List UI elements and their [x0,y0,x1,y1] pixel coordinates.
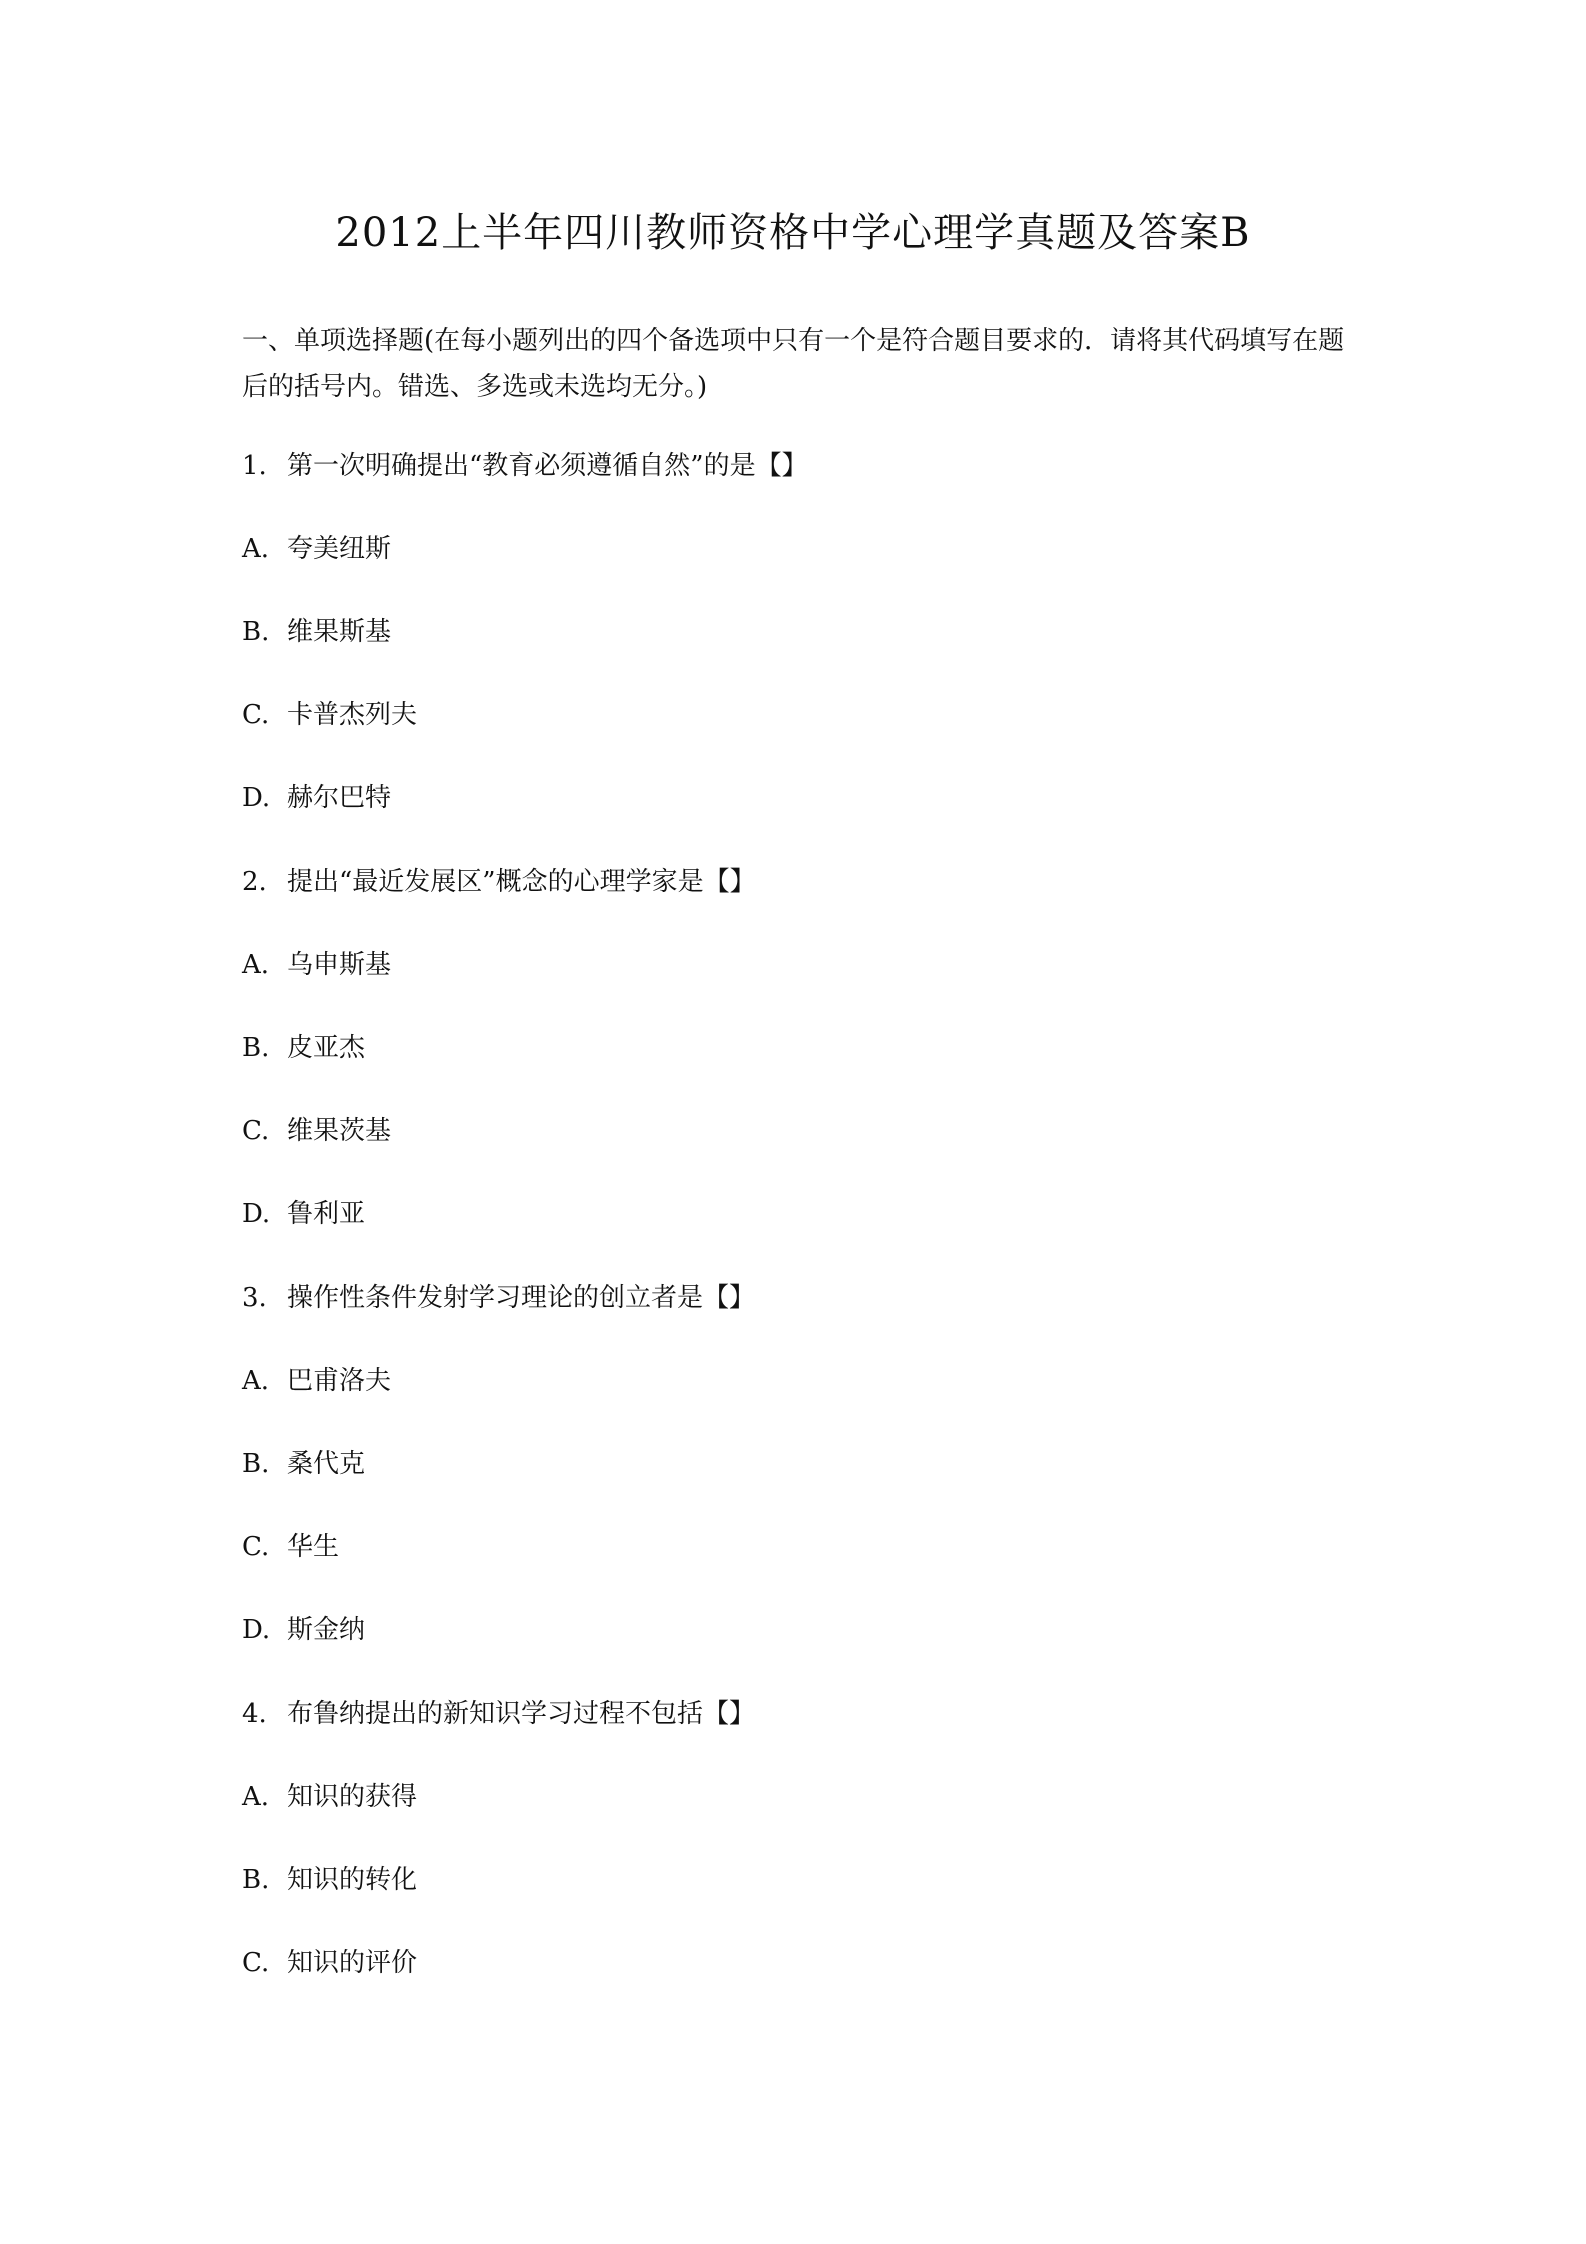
option-text: 赫尔巴特 [287,783,392,813]
option-text: 鲁利亚 [287,1199,366,1229]
option-text: 维果茨基 [287,1116,392,1146]
option-text: 知识的转化 [287,1865,418,1895]
option-3b [242,1444,365,1484]
option-text: 知识的评价 [287,1948,418,1978]
option-letter: C. [242,1948,270,1978]
option-4b [242,1860,417,1900]
question-text: 布鲁纳提出的新知识学习过程不包括【】 [287,1699,756,1729]
option-1a [242,529,391,569]
question-number: 2. [242,867,267,897]
question-text: 操作性条件发射学习理论的创立者是【】 [287,1283,756,1313]
option-3a [242,1361,391,1401]
option-1d [242,778,391,818]
option-text: 乌申斯基 [287,950,392,980]
question-1 [242,446,808,486]
option-1c [242,695,417,735]
option-letter: C. [242,700,270,730]
option-text: 斯金纳 [287,1615,366,1645]
option-text: 知识的获得 [287,1782,418,1812]
option-letter: A. [242,534,270,564]
option-letter: B. [242,1449,270,1479]
option-text: 维果斯基 [287,617,392,647]
option-letter: C. [242,1532,270,1562]
option-letter: C. [242,1116,270,1146]
option-letter: D. [242,1199,271,1229]
question-text: 第一次明确提出“教育必须遵循自然”的是【】 [287,451,808,481]
option-text: 巴甫洛夫 [287,1366,392,1396]
option-text: 桑代克 [287,1449,366,1479]
option-letter: A. [242,1366,270,1396]
question-number: 1. [242,451,267,481]
option-4c [242,1943,417,1983]
section-header: 一、单项选择题(在每小题列出的四个备选项中只有一个是符合题目要求的．请将其代码填写在题后的括号内。错选、多选或未选均无分。) [242,326,1345,402]
option-text: 夸美纽斯 [287,534,392,564]
option-2c [242,1111,391,1151]
option-3d [242,1610,365,1650]
question-text: 提出“最近发展区”概念的心理学家是【】 [287,867,756,897]
option-letter: B. [242,1033,270,1063]
question-4 [242,1694,755,1734]
question-2 [242,862,756,902]
option-text: 卡普杰列夫 [287,700,418,730]
option-2b [242,1028,365,1068]
option-text: 皮亚杰 [287,1033,366,1063]
option-1b [242,612,391,652]
option-2d [242,1194,365,1234]
option-2a [242,945,391,985]
option-text: 华生 [287,1532,340,1562]
option-letter: D. [242,1615,271,1645]
question-3 [242,1278,755,1318]
option-4a [242,1777,417,1817]
option-3c [242,1527,339,1567]
question-number: 4. [242,1699,267,1729]
option-letter: A. [242,950,270,980]
option-letter: A. [242,1782,270,1812]
option-letter: B. [242,617,270,647]
document-title: 2012上半年四川教师资格中学心理学真题及答案B [335,210,1251,256]
option-letter: D. [242,783,271,813]
option-letter: B. [242,1865,270,1895]
question-number: 3. [242,1283,267,1313]
